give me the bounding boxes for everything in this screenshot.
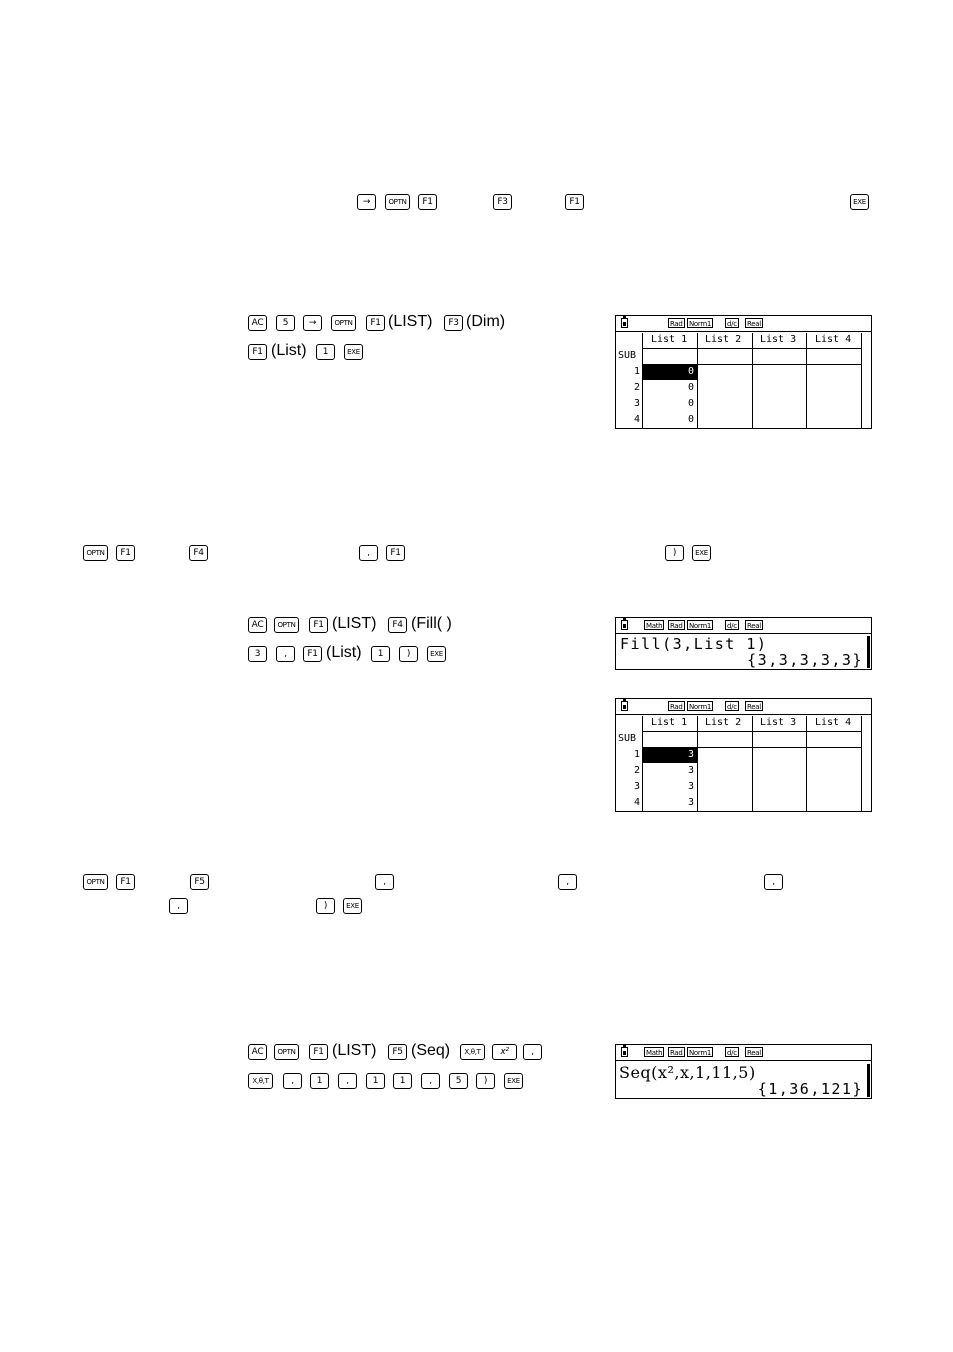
exe-key: EXE bbox=[427, 646, 446, 662]
scroll-cursor bbox=[867, 636, 870, 668]
header-list-3: List 3 bbox=[760, 717, 797, 728]
battery-icon bbox=[621, 318, 628, 328]
exe-key: EXE bbox=[504, 1073, 523, 1089]
f3-key: F3 bbox=[444, 315, 463, 331]
seq-label: (Seq) bbox=[411, 1042, 451, 1059]
grid-line bbox=[642, 348, 862, 349]
result-value: {1,36,121} bbox=[757, 1080, 863, 1098]
dc-indicator: d/c bbox=[727, 320, 737, 328]
row-number: 3 bbox=[634, 398, 641, 409]
result-value: {3,3,3,3,3} bbox=[747, 651, 863, 669]
close-paren-key: ) bbox=[316, 898, 335, 914]
battery-icon bbox=[621, 1047, 628, 1057]
status-bar bbox=[616, 1045, 871, 1061]
f1-key: F1 bbox=[309, 617, 328, 633]
x-squared-key: x² bbox=[492, 1044, 517, 1060]
rad-indicator: Rad bbox=[670, 703, 683, 711]
one-key: 1 bbox=[316, 344, 335, 360]
real-indicator: Real bbox=[747, 1049, 761, 1057]
dc-indicator: d/c bbox=[727, 703, 737, 711]
cell-value[interactable]: 3 bbox=[688, 749, 695, 760]
rad-indicator: Rad bbox=[670, 622, 683, 630]
header-list-1: List 1 bbox=[651, 334, 688, 345]
optn-key: OPTN bbox=[274, 1044, 299, 1060]
exe-key: EXE bbox=[850, 194, 869, 210]
comma-key: , bbox=[523, 1044, 542, 1060]
close-paren-key: ) bbox=[665, 545, 684, 561]
list-label: (LIST) bbox=[388, 313, 433, 330]
five-key: 5 bbox=[276, 315, 295, 331]
cell-value[interactable]: 3 bbox=[688, 797, 695, 808]
input-expression: Fill(3,List 1) bbox=[620, 635, 768, 653]
battery-icon bbox=[621, 701, 628, 711]
cell-value[interactable]: 0 bbox=[688, 366, 695, 377]
ac-key: AC bbox=[248, 1044, 267, 1060]
arrow-key: → bbox=[303, 315, 322, 331]
f1-key: F1 bbox=[565, 194, 584, 210]
f1-key: F1 bbox=[418, 194, 437, 210]
comma-key: , bbox=[338, 1073, 357, 1089]
header-list-2: List 2 bbox=[705, 717, 742, 728]
status-bar bbox=[616, 316, 871, 332]
list-short-label: (List) bbox=[271, 342, 307, 359]
battery-icon bbox=[621, 620, 628, 630]
scroll-cursor bbox=[867, 1064, 870, 1097]
comma-key: , bbox=[421, 1073, 440, 1089]
cell-value[interactable]: 0 bbox=[688, 382, 695, 393]
f1-key: F1 bbox=[116, 874, 135, 890]
f5-key: F5 bbox=[388, 1044, 407, 1060]
arrow-key: → bbox=[357, 194, 376, 210]
status-bar bbox=[616, 699, 871, 715]
xthetat-key: X,θ,T bbox=[460, 1044, 485, 1060]
ac-key: AC bbox=[248, 315, 267, 331]
row-number: 3 bbox=[634, 781, 641, 792]
f1-key: F1 bbox=[366, 315, 385, 331]
comma-key: , bbox=[764, 874, 783, 890]
cell-value[interactable]: 3 bbox=[688, 765, 695, 776]
dc-indicator: d/c bbox=[727, 1049, 737, 1057]
f1-key: F1 bbox=[116, 545, 135, 561]
seq-result-screen bbox=[615, 1044, 872, 1099]
header-list-3: List 3 bbox=[760, 334, 797, 345]
math-indicator: Math bbox=[646, 622, 663, 630]
list-editor-screen-1 bbox=[615, 315, 872, 429]
comma-key: , bbox=[375, 874, 394, 890]
optn-key: OPTN bbox=[331, 315, 356, 331]
close-paren-key: ) bbox=[399, 646, 418, 662]
row-number: 4 bbox=[634, 414, 641, 425]
list-label: (LIST) bbox=[332, 615, 377, 632]
row-number: 1 bbox=[634, 366, 641, 377]
status-bar bbox=[616, 618, 871, 634]
cell-value[interactable]: 0 bbox=[688, 398, 695, 409]
f3-key: F3 bbox=[493, 194, 512, 210]
row-number: 2 bbox=[634, 382, 641, 393]
grid-line bbox=[642, 731, 862, 732]
one-key: 1 bbox=[366, 1073, 385, 1089]
rad-indicator: Rad bbox=[670, 1049, 683, 1057]
fill-label: (Fill( ) bbox=[411, 615, 452, 632]
one-key: 1 bbox=[371, 646, 390, 662]
dc-indicator: d/c bbox=[727, 622, 737, 630]
header-list-2: List 2 bbox=[705, 334, 742, 345]
header-list-4: List 4 bbox=[815, 334, 852, 345]
f4-key: F4 bbox=[388, 617, 407, 633]
f1-key: F1 bbox=[303, 646, 322, 662]
real-indicator: Real bbox=[747, 703, 761, 711]
sub-label: SUB bbox=[618, 350, 637, 361]
comma-key: , bbox=[283, 1073, 302, 1089]
real-indicator: Real bbox=[747, 622, 761, 630]
f1-key: F1 bbox=[248, 344, 267, 360]
rad-indicator: Rad bbox=[670, 320, 683, 328]
row-number: 4 bbox=[634, 797, 641, 808]
optn-key: OPTN bbox=[274, 617, 299, 633]
ac-key: AC bbox=[248, 617, 267, 633]
f4-key: F4 bbox=[189, 545, 208, 561]
optn-key: OPTN bbox=[385, 194, 410, 210]
exe-key: EXE bbox=[344, 344, 363, 360]
xthetat-key: X,θ,T bbox=[248, 1073, 273, 1089]
input-expression: Seq(x²,x,1,11,5) bbox=[619, 1063, 756, 1082]
optn-key: OPTN bbox=[83, 545, 108, 561]
f1-key: F1 bbox=[309, 1044, 328, 1060]
norm1-indicator: Norm1 bbox=[689, 320, 712, 328]
three-key: 3 bbox=[248, 646, 267, 662]
exe-key: EXE bbox=[692, 545, 711, 561]
comma-key: , bbox=[169, 898, 188, 914]
norm1-indicator: Norm1 bbox=[689, 703, 712, 711]
comma-key: , bbox=[558, 874, 577, 890]
list-label: (LIST) bbox=[332, 1042, 377, 1059]
exe-key: EXE bbox=[343, 898, 362, 914]
cell-value[interactable]: 3 bbox=[688, 781, 695, 792]
optn-key: OPTN bbox=[83, 874, 108, 890]
math-indicator: Math bbox=[646, 1049, 663, 1057]
norm1-indicator: Norm1 bbox=[689, 1049, 712, 1057]
row-number: 1 bbox=[634, 749, 641, 760]
comma-key: , bbox=[276, 646, 295, 662]
close-paren-key: ) bbox=[476, 1073, 495, 1089]
sub-label: SUB bbox=[618, 733, 637, 744]
f5-key: F5 bbox=[190, 874, 209, 890]
comma-key: , bbox=[359, 545, 378, 561]
five-key: 5 bbox=[449, 1073, 468, 1089]
fill-result-screen bbox=[615, 617, 872, 670]
f1-key: F1 bbox=[386, 545, 405, 561]
one-key: 1 bbox=[393, 1073, 412, 1089]
real-indicator: Real bbox=[747, 320, 761, 328]
list-short-label: (List) bbox=[326, 644, 362, 661]
cell-value[interactable]: 0 bbox=[688, 414, 695, 425]
dim-label: (Dim) bbox=[466, 313, 506, 330]
one-key: 1 bbox=[310, 1073, 329, 1089]
row-number: 2 bbox=[634, 765, 641, 776]
header-list-4: List 4 bbox=[815, 717, 852, 728]
header-list-1: List 1 bbox=[651, 717, 688, 728]
list-editor-screen-2 bbox=[615, 698, 872, 812]
norm1-indicator: Norm1 bbox=[689, 622, 712, 630]
